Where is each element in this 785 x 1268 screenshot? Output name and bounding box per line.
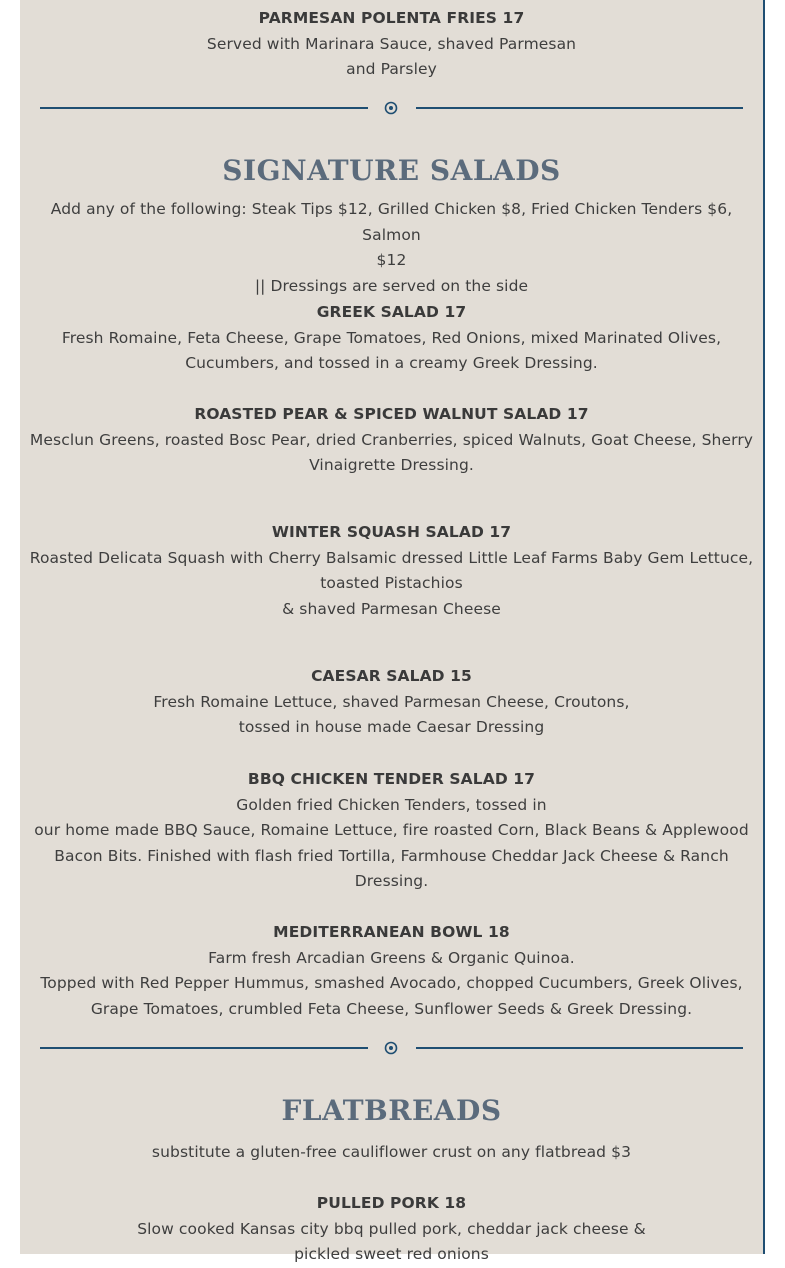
target-ornament-icon <box>384 101 398 115</box>
menu-item-parmesan-polenta-fries <box>20 6 763 83</box>
item-description: Vinaigrette Dressing. <box>309 456 474 475</box>
item-title: PARMESAN POLENTA FRIES 17 <box>258 9 525 27</box>
item-title: WINTER SQUASH SALAD 17 <box>271 523 512 541</box>
menu-item-greek-salad <box>20 300 763 377</box>
item-description: Dressing. <box>354 872 429 891</box>
item-description: tossed in house made Caesar Dressing <box>238 718 545 737</box>
item-description: & shaved Parmesan Cheese <box>282 599 501 618</box>
item-description: Bacon Bits. Finished with flash fried Tortilla, Farmhouse Cheddar Jack Cheese & Ranch <box>54 846 729 865</box>
note-text: substitute a gluten-free cauliflower crust on any flatbread $3 <box>151 1143 632 1161</box>
item-description: Topped with Red Pepper Hummus, smashed Avocado, chopped Cucumbers, Greek Olives, <box>40 974 743 993</box>
item-description: pickled sweet red onions <box>294 1245 489 1264</box>
item-description: Served with Marinara Sauce, shaved Parmesan <box>206 34 577 53</box>
menu-item-pulled-pork <box>20 1191 763 1268</box>
item-title: MEDITERRANEAN BOWL 18 <box>273 923 510 941</box>
target-ornament-icon <box>384 1041 398 1055</box>
divider-rule <box>416 1047 743 1049</box>
item-description: Mesclun Greens, roasted Bosc Pear, dried Cranberries, spiced Walnuts, Goat Cheese, Sherry <box>29 430 754 449</box>
item-title: ROASTED PEAR & SPICED WALNUT SALAD 17 <box>194 405 589 423</box>
menu-panel <box>20 0 765 1254</box>
section-heading: FLATBREADS <box>281 1094 502 1127</box>
divider-rule <box>416 107 743 109</box>
item-description: Cucumbers, and tossed in a creamy Greek Dressing. <box>185 354 598 373</box>
item-description: our home made BBQ Sauce, Romaine Lettuce, fire roasted Corn, Black Beans & Applewood <box>34 821 749 840</box>
item-description: Farm fresh Arcadian Greens & Organic Quinoa. <box>208 948 575 967</box>
divider-rule <box>40 107 368 109</box>
salad-addons-note <box>20 197 763 299</box>
addons-text: $12 <box>376 251 407 270</box>
section-heading: SIGNATURE SALADS <box>222 154 561 187</box>
item-description: Fresh Romaine, Feta Cheese, Grape Tomatoes, Red Onions, mixed Marinated Olives, <box>61 328 722 347</box>
item-title: CAESAR SALAD 15 <box>311 667 472 685</box>
item-title: PULLED PORK 18 <box>316 1194 467 1212</box>
section-divider <box>40 1038 743 1058</box>
item-description: Grape Tomatoes, crumbled Feta Cheese, Sunflower Seeds & Greek Dressing. <box>90 999 693 1018</box>
item-description: Fresh Romaine Lettuce, shaved Parmesan Cheese, Croutons, <box>153 692 630 711</box>
flatbread-note <box>20 1140 763 1166</box>
section-signature-salads <box>20 154 763 188</box>
item-description: and Parsley <box>346 60 437 79</box>
menu-item-roasted-pear-salad <box>20 402 763 479</box>
item-title: GREEK SALAD 17 <box>316 303 467 321</box>
menu-item-bbq-chicken-tender-salad <box>20 767 763 895</box>
item-description: Slow cooked Kansas city bbq pulled pork, cheddar jack cheese & <box>137 1219 646 1238</box>
item-description: toasted Pistachios <box>320 574 463 593</box>
addons-text: || Dressings are served on the side <box>254 276 529 295</box>
menu-item-mediterranean-bowl <box>20 920 763 1022</box>
item-description: Golden fried Chicken Tenders, tossed in <box>236 795 547 814</box>
menu-item-winter-squash-salad <box>20 520 763 622</box>
menu-item-caesar-salad <box>20 664 763 741</box>
addons-text: Add any of the following: Steak Tips $12, Grilled Chicken $8, Fried Chicken Tenders $6, Salmon <box>50 200 733 244</box>
section-divider <box>40 98 743 118</box>
divider-rule <box>40 1047 368 1049</box>
item-description: Roasted Delicata Squash with Cherry Balsamic dressed Little Leaf Farms Baby Gem Lettuce, <box>29 548 754 567</box>
section-flatbreads <box>20 1094 763 1128</box>
item-title: BBQ CHICKEN TENDER SALAD 17 <box>247 770 536 788</box>
